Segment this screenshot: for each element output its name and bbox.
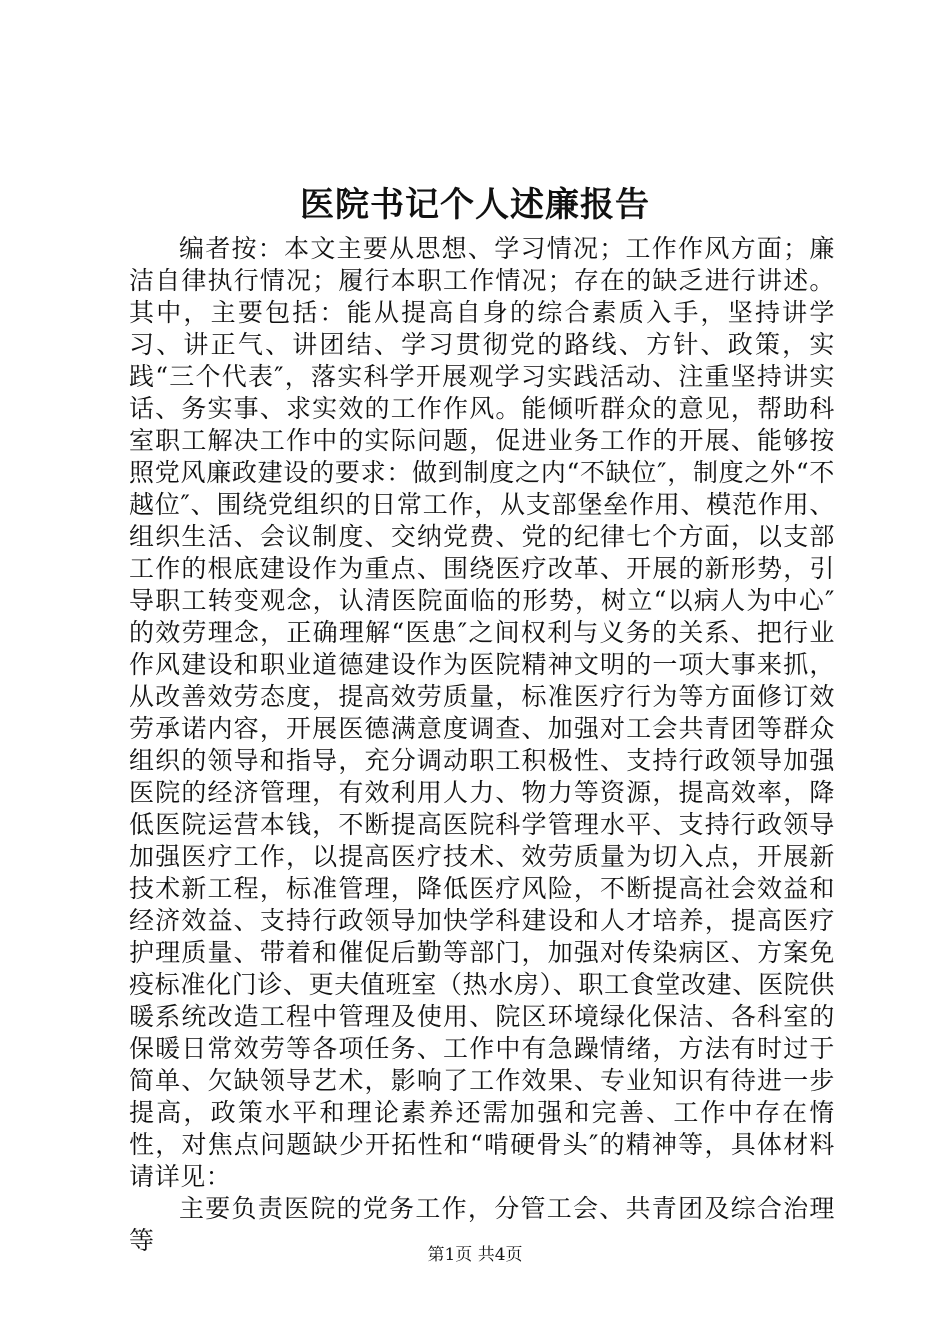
document-body [129, 233, 835, 1257]
document-title: 医院书记个人述廉报告 [300, 185, 650, 225]
editor-note-paragraph: 编者按：本文主要从思想、学习情况；工作作风方面；廉洁自律执行情况；履行本职工作情况；存在的缺乏进行讲述。其中，主要包括：能从提高自身的综合素质入手，坚持讲学习、讲正气、讲团结、学习贯彻党的路线、方针、政策，实践“三个代表″，落实科学开展观学习实践活动、注重坚持讲实话、务实事、求实效的工作作风。能倾听群众的意见，帮助科室职工解决工作中的实际问题，促进业务工作的开展、能够按照党风廉政建设的要求：做到制度之内“不缺位″，制度之外“不越位″、围绕党组织的日常工作，从支部堡垒作用、模范作用、组织生活、会议制度、交纳党费、党的纪律七个方面，以支部工作的根底建设作为重点、围绕医疗改革、开展的新形势，引导职工转变观念，认清医院面临的形势，树立“以病人为中心″的效劳理念，正确理解“医患″之间权利与义务的关系、把行业作风建设和职业道德建设作为医院精神文明的一项大事来抓，从改善效劳态度，提高效劳质量，标准医疗行为等方面修订效劳承诺内容，开展医德满意度调查、加强对工会共青团等群众组织的领导和指导，充分调动职工积极性、支持行政领导加强医院的经济管理，有效利用人力、物力等资源，提高效率，降低医院运营本钱，不断提高医院科学管理水平、支持行政领导加强医疗工作，以提高医疗技术、效劳质量为切入点，开展新技术新工程，标准管理，降低医疗风险，不断提高社会效益和经济效益、支持行政领导加快学科建设和人才培养，提高医疗护理质量、带着和催促后勤等部门，加强对传染病区、方案免疫标准化门诊、更夫值班室（热水房）、职工食堂改建、医院供暖系统改造工程中管理及使用、院区环境绿化保洁、各科室的保暖日常效劳等各项任务、工作中有急躁情绪，方法有时过于简单、欠缺领导艺术，影响了工作效果、专业知识有待进一步提高，政策水平和理论素养还需加强和完善、工作中存在惰性，对焦点问题缺少开拓性和“啃硬骨头″的精神等，具体材料请详见： [129, 234, 835, 1191]
page-number: 第1页 共4页 [427, 1245, 523, 1265]
body-paragraph: 主要负责医院的党务工作，分管工会、共青团及综合治理等 [129, 1194, 835, 1255]
